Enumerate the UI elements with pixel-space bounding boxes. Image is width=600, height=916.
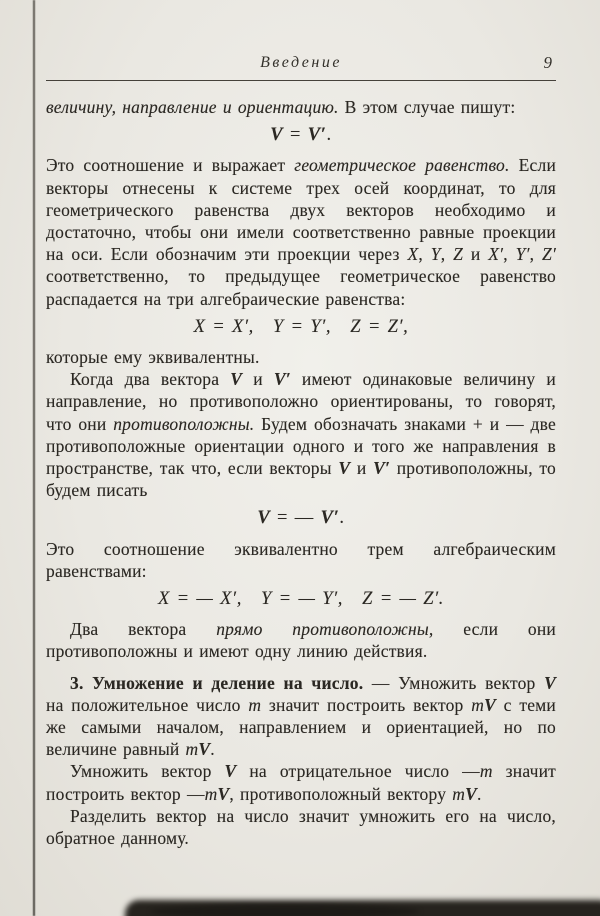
text-run: если они противоположны и имеют одну линию действия. <box>46 619 557 662</box>
text-run: — Умножить вектор <box>363 672 545 693</box>
paragraph <box>46 368 556 501</box>
header-rule <box>46 80 556 81</box>
text-run: V <box>270 125 284 146</box>
text-run: V <box>465 783 477 804</box>
text-run: m <box>185 739 199 760</box>
text-run: Будем обозначать знаками + и — две противоположные ориентации одного и того же направления в пространстве, так что, если векторы <box>46 413 556 479</box>
page-header <box>46 54 556 75</box>
paragraph <box>46 96 556 118</box>
text-run: Z′ <box>542 244 556 265</box>
text-run: , <box>503 244 516 265</box>
text-run: V′ <box>273 369 291 390</box>
text-run: имеют одинаковые величину и направление, но противоположно ориентированы, то говорят, что они <box>46 369 557 434</box>
page-body <box>46 96 556 849</box>
text-run: . <box>326 125 332 146</box>
text-run: V <box>198 739 211 760</box>
text-run: V <box>230 369 243 390</box>
scan-gutter-shadow <box>33 0 35 916</box>
text-run: , <box>418 244 431 265</box>
text-run: Два вектора <box>70 619 217 640</box>
formula <box>46 507 556 529</box>
text-run: . <box>210 739 215 760</box>
running-title: Введение <box>260 54 342 71</box>
text-run: V <box>217 783 230 804</box>
text-run: m <box>204 783 218 804</box>
text-run: и <box>350 458 374 479</box>
text-run: = <box>283 125 308 146</box>
formula <box>46 124 556 146</box>
text-run: V <box>544 672 556 693</box>
text-run: X <box>407 244 419 265</box>
text-run: X = — X′, Y = — Y′, Z = — Z′. <box>157 589 445 610</box>
text-run: m <box>248 694 262 715</box>
text-run: m <box>452 783 466 804</box>
paragraph <box>46 805 556 849</box>
text-run: X′ <box>488 244 504 265</box>
paragraph <box>46 760 556 804</box>
text-run: Это соотношение эквивалентно трем алгебраическим равенствами: <box>46 538 556 581</box>
formula <box>46 316 556 338</box>
text-run: m <box>471 694 485 715</box>
text-run: Когда два вектора <box>70 369 231 390</box>
paragraph <box>46 672 556 761</box>
text-run: геометрическое равенство. <box>294 155 510 176</box>
text-run: и <box>242 369 274 390</box>
text-run: В этом случае пишут: <box>338 97 516 117</box>
text-run: прямо противоположны, <box>216 619 434 640</box>
text-run: Z <box>453 244 464 265</box>
text-run: = — <box>270 508 321 529</box>
paragraph <box>46 538 556 582</box>
formula <box>46 588 556 610</box>
text-run: . <box>339 508 345 529</box>
page-number: 9 <box>543 53 552 72</box>
paragraph <box>46 346 556 368</box>
text-run: Y <box>430 244 441 265</box>
text-run: , <box>440 244 454 265</box>
text-run: Если векторы отнесены к системе трех осей координат, то для геометрического равенства двух векторов необходимо и достаточно, чтобы они имели соответственно равные проекции на оси. Если обозначим эти проекции через <box>46 155 557 265</box>
text-run: V′ <box>373 458 391 479</box>
text-run: V′ <box>307 125 327 146</box>
text-run: , противоположный вектору <box>229 783 453 804</box>
text-run: значит построить вектор — <box>46 761 556 804</box>
text-run: Умножить вектор <box>70 761 225 782</box>
paragraph <box>46 618 556 662</box>
paragraph <box>46 154 556 309</box>
text-run: и <box>463 244 489 265</box>
text-run: соответственно, то предыдущее геометрическое равенство распадается на три алгебраические равенства: <box>46 266 556 309</box>
text-run: V <box>257 508 271 529</box>
scan-bottom-smudge <box>150 905 420 916</box>
text-run: на отрицательное число — <box>236 761 480 782</box>
text-run: V <box>338 458 351 479</box>
text-run: X = X′, Y = Y′, Z = Z′, <box>193 316 409 337</box>
text-run: противоположны, то будем писать <box>46 458 557 501</box>
text-run: противоположны. <box>113 413 255 434</box>
text-run: величину, направление и ориентацию. <box>46 97 339 117</box>
text-run: V <box>224 761 237 782</box>
text-run: V′ <box>320 508 340 529</box>
text-run: Y′ <box>515 244 530 265</box>
text-run: Это соотношение и выражает <box>46 155 295 176</box>
text-run: значит построить вектор <box>261 694 472 715</box>
text-run: на положительное число <box>46 694 249 715</box>
text-run: которые ему эквивалентны. <box>46 347 260 368</box>
text-run: с теми же самыми началом, направлением и ориентацией, но по величине равный <box>46 694 557 760</box>
text-run: , <box>529 244 543 265</box>
text-run: m <box>479 761 493 782</box>
text-run: V <box>484 694 496 715</box>
text-run: Разделить вектор на число значит умножить его на число, обратное данному. <box>46 805 556 849</box>
text-run: 3. Умножение и деление на число. <box>70 672 364 693</box>
text-run: . <box>476 783 482 804</box>
